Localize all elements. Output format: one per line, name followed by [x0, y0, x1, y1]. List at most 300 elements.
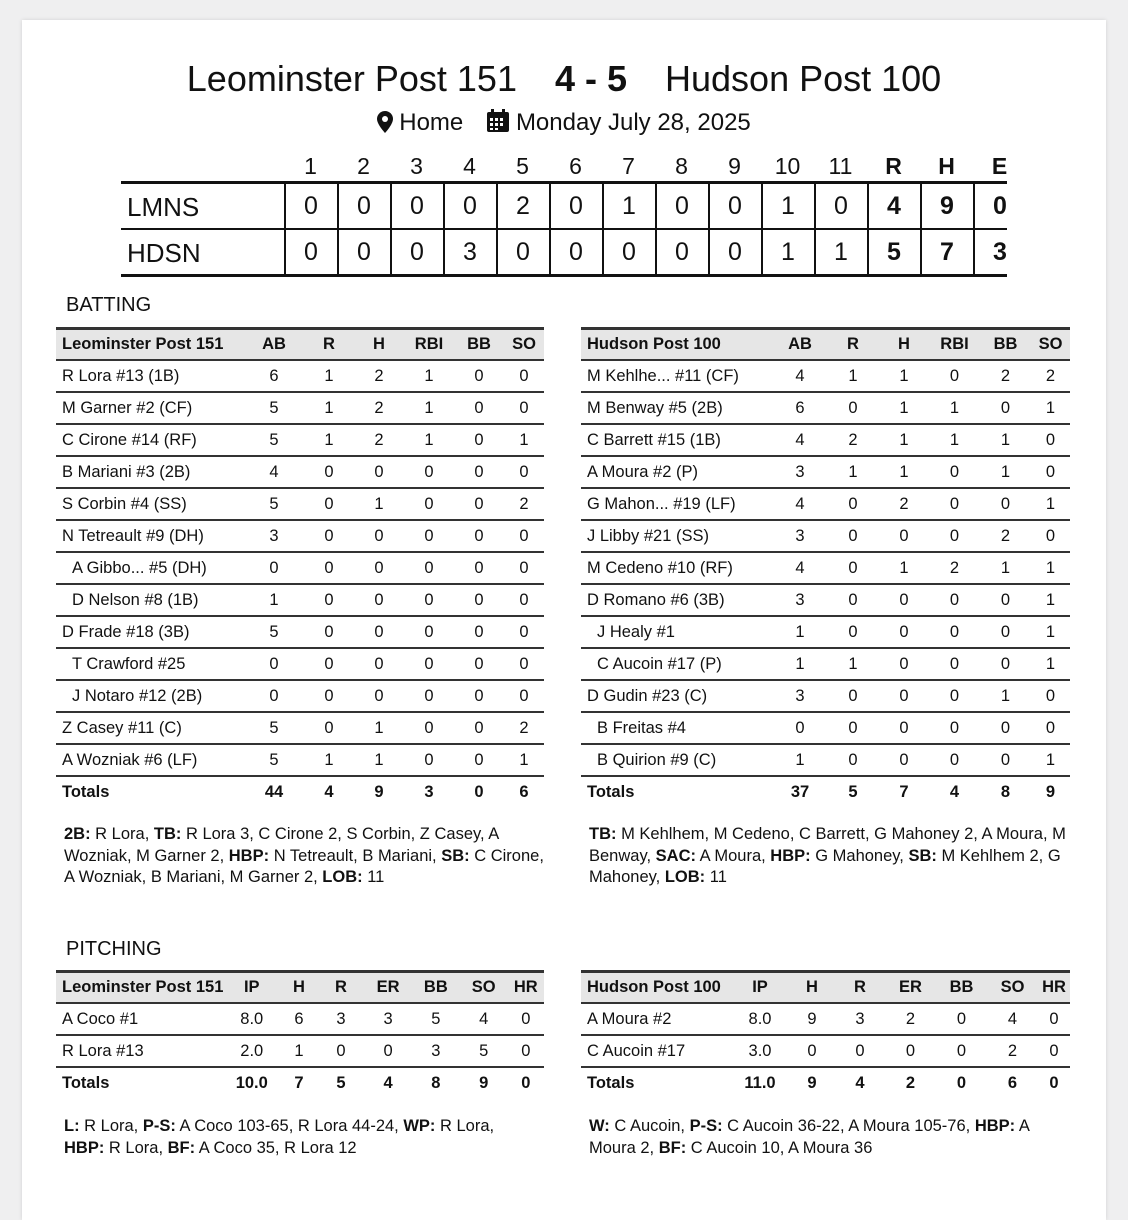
stat-cell: 6	[773, 392, 827, 424]
stat-cell: 2	[504, 712, 544, 744]
location	[377, 109, 463, 137]
player-name: B Mariani #3 (2B)	[56, 456, 244, 488]
stat-cell: 0	[354, 456, 404, 488]
player-row	[56, 456, 544, 488]
stat-cell: 9	[789, 1003, 835, 1035]
linescore-col-header: 5	[516, 153, 529, 179]
note-label: WP:	[403, 1117, 436, 1135]
linescore-cell: 9	[920, 184, 972, 228]
player-name: R Lora #13	[56, 1035, 223, 1067]
stat-cell: 0	[454, 424, 504, 456]
linescore-cell: 0	[549, 230, 601, 274]
stat-cell: 3	[412, 1035, 460, 1067]
stat-column-header: H	[280, 972, 318, 1004]
stat-cell: 3	[835, 1003, 885, 1035]
batting-section-title: BATTING	[66, 294, 152, 316]
stat-cell: 0	[404, 520, 454, 552]
note-label: BF:	[167, 1138, 196, 1157]
linescore-col-header: 4	[463, 153, 476, 179]
linescore-cell: 5	[867, 230, 919, 274]
stat-cell: 1	[929, 424, 980, 456]
linescore-cell: 3	[443, 230, 495, 274]
linescore-cell: 0	[973, 184, 1025, 228]
stat-cell: 1	[1031, 584, 1070, 616]
stat-cell: 3	[773, 456, 827, 488]
stat-cell: 1	[404, 392, 454, 424]
player-row	[581, 1003, 1070, 1035]
total-cell: 0	[936, 1067, 987, 1098]
note-text: C Cirone, A Wozniak, B Mariani, M Garner 2,	[64, 846, 544, 886]
stat-cell: 4	[987, 1003, 1038, 1035]
away-batting-table	[56, 327, 544, 807]
player-name: A Gibbo... #5 (DH)	[56, 552, 244, 584]
note-text: A Coco 35, R Lora 12	[195, 1138, 357, 1157]
total-cell: 0	[454, 776, 504, 807]
stat-cell: 0	[454, 360, 504, 392]
stat-cell: 1	[1031, 488, 1070, 520]
stat-column-header: BB	[412, 972, 460, 1004]
stat-cell: 0	[879, 584, 929, 616]
stat-cell: 0	[929, 680, 980, 712]
total-cell: 8	[412, 1067, 460, 1098]
linescore-col-header: 8	[675, 153, 688, 179]
stat-cell: 1	[773, 744, 827, 776]
stat-column-header: H	[354, 329, 404, 361]
stat-cell: 0	[827, 488, 879, 520]
stat-cell: 0	[980, 616, 1031, 648]
linescore-cell: 0	[390, 184, 442, 228]
player-name: J Notaro #12 (2B)	[56, 680, 244, 712]
stat-cell: 0	[929, 712, 980, 744]
final-score: 4 - 5	[554, 58, 628, 99]
player-row	[581, 648, 1070, 680]
total-cell: 0	[508, 1067, 544, 1098]
player-row	[581, 744, 1070, 776]
stat-cell: 0	[1031, 520, 1070, 552]
stat-column-header: RBI	[404, 329, 454, 361]
stat-cell: 0	[1038, 1003, 1070, 1035]
stat-cell: 4	[460, 1003, 508, 1035]
note-label: 2B:	[64, 825, 91, 843]
stat-column-header: ER	[364, 972, 412, 1004]
stat-cell: 0	[454, 744, 504, 776]
table-team-header: Hudson Post 100	[581, 972, 731, 1004]
stat-cell: 4	[773, 552, 827, 584]
stat-cell: 0	[404, 552, 454, 584]
totals-label: Totals	[581, 1067, 731, 1098]
stat-cell: 0	[454, 488, 504, 520]
linescore-table	[121, 181, 1007, 277]
note-label: P-S:	[689, 1117, 723, 1135]
note-label: BF:	[658, 1138, 687, 1157]
stat-cell: 1	[504, 744, 544, 776]
player-row	[56, 680, 544, 712]
stat-cell: 1	[827, 648, 879, 680]
player-name: T Crawford #25	[56, 648, 244, 680]
player-row	[56, 1003, 544, 1035]
away-pitching-notes	[64, 1116, 534, 1159]
stat-cell: 1	[404, 360, 454, 392]
stat-cell: 0	[980, 712, 1031, 744]
note-text: C Aucoin,	[609, 1117, 690, 1135]
note-text: R Lora,	[79, 1117, 143, 1135]
total-cell: 44	[244, 776, 304, 807]
note-label: SB:	[441, 846, 470, 865]
player-name: D Gudin #23 (C)	[581, 680, 773, 712]
stat-cell: 1	[304, 360, 354, 392]
player-name: M Benway #5 (2B)	[581, 392, 773, 424]
total-cell: 5	[827, 776, 879, 807]
note-text: C Aucoin 10, A Moura 36	[686, 1138, 873, 1157]
stat-cell: 1	[879, 360, 929, 392]
player-row	[581, 680, 1070, 712]
stat-column-header: SO	[504, 329, 544, 361]
stat-cell: 0	[1038, 1035, 1070, 1067]
player-name: J Libby #21 (SS)	[581, 520, 773, 552]
total-cell: 7	[879, 776, 929, 807]
stat-cell: 6	[244, 360, 304, 392]
linescore-cell: 0	[337, 230, 389, 274]
stat-cell: 0	[879, 744, 929, 776]
stat-cell: 2	[1031, 360, 1070, 392]
stat-cell: 1	[304, 424, 354, 456]
player-row	[581, 424, 1070, 456]
stat-cell: 0	[404, 744, 454, 776]
player-row	[581, 584, 1070, 616]
linescore-col-header: 6	[569, 153, 582, 179]
stat-cell: 0	[835, 1035, 885, 1067]
linescore-cell: 1	[602, 184, 654, 228]
stat-cell: 3.0	[731, 1035, 789, 1067]
linescore-cell: 0	[496, 230, 548, 274]
stat-column-header: H	[879, 329, 929, 361]
player-name: S Corbin #4 (SS)	[56, 488, 244, 520]
linescore-cell: 0	[284, 230, 336, 274]
totals-label: Totals	[581, 776, 773, 807]
linescore-cell: 4	[867, 184, 919, 228]
note-text: C Aucoin 36-22, A Moura 105-76,	[722, 1117, 975, 1135]
stat-cell: 1	[280, 1035, 318, 1067]
stat-cell: 1	[504, 424, 544, 456]
note-label: P-S:	[142, 1117, 176, 1135]
stat-cell: 0	[929, 456, 980, 488]
game-date	[486, 109, 751, 137]
note-text: N Tetreault, B Mariani,	[269, 846, 442, 865]
total-cell: 2	[885, 1067, 936, 1098]
stat-cell: 1	[827, 360, 879, 392]
stat-cell: 0	[929, 648, 980, 680]
stat-cell: 0	[404, 584, 454, 616]
stat-cell: 1	[773, 616, 827, 648]
stat-cell: 0	[1031, 424, 1070, 456]
stat-cell: 3	[773, 520, 827, 552]
note-text: R Lora,	[104, 1138, 168, 1157]
note-label: L:	[64, 1117, 80, 1135]
total-cell: 37	[773, 776, 827, 807]
stat-cell: 0	[404, 488, 454, 520]
stat-cell: 5	[244, 712, 304, 744]
table-team-header: Hudson Post 100	[581, 329, 773, 361]
linescore-col-header: 7	[622, 153, 635, 179]
player-row	[581, 456, 1070, 488]
stat-cell: 0	[504, 360, 544, 392]
stat-cell: 0	[789, 1035, 835, 1067]
note-label: HBP:	[64, 1138, 105, 1157]
stat-cell: 1	[1031, 392, 1070, 424]
stat-cell: 0	[404, 456, 454, 488]
linescore-cell: 0	[337, 184, 389, 228]
stat-cell: 0	[929, 520, 980, 552]
linescore-col-header: E	[991, 153, 1008, 179]
stat-cell: 0	[244, 648, 304, 680]
stat-cell: 0	[827, 616, 879, 648]
note-text: R Lora 3, C Cirone 2, S Corbin, Z Casey, A Wozniak, M Garner 2,	[64, 825, 499, 865]
note-label: LOB:	[322, 868, 363, 886]
total-cell: 9	[460, 1067, 508, 1098]
player-name: D Nelson #8 (1B)	[56, 584, 244, 616]
stat-column-header: AB	[244, 329, 304, 361]
stat-cell: 5	[244, 488, 304, 520]
stat-cell: 0	[827, 520, 879, 552]
linescore-cell: 2	[496, 184, 548, 228]
stat-cell: 0	[504, 392, 544, 424]
stat-cell: 0	[936, 1035, 987, 1067]
player-name: C Barrett #15 (1B)	[581, 424, 773, 456]
stat-cell: 0	[980, 648, 1031, 680]
stat-cell: 0	[879, 648, 929, 680]
linescore-cell: 3	[973, 230, 1025, 274]
linescore-cell: 1	[761, 184, 813, 228]
stat-cell: 5	[244, 392, 304, 424]
stat-cell: 5	[412, 1003, 460, 1035]
stat-cell: 2	[885, 1003, 936, 1035]
stat-cell: 0	[885, 1035, 936, 1067]
stat-cell: 1	[354, 744, 404, 776]
note-label: LOB:	[664, 868, 706, 886]
note-label: W:	[589, 1117, 610, 1135]
stat-cell: 0	[879, 616, 929, 648]
player-name: A Wozniak #6 (LF)	[56, 744, 244, 776]
total-cell: 3	[404, 776, 454, 807]
stat-column-header: H	[789, 972, 835, 1004]
stat-cell: 0	[508, 1035, 544, 1067]
note-text: M Kehlhem 2, G Mahoney,	[589, 846, 1061, 886]
player-row	[56, 552, 544, 584]
stat-cell: 0	[304, 552, 354, 584]
stat-cell: 2	[879, 488, 929, 520]
stat-cell: 0	[827, 680, 879, 712]
linescore-cell: 1	[761, 230, 813, 274]
stat-cell: 2	[980, 360, 1031, 392]
stat-cell: 2	[354, 360, 404, 392]
player-row	[581, 360, 1070, 392]
stat-cell: 0	[354, 680, 404, 712]
note-label: SAC:	[655, 846, 696, 865]
total-cell: 4	[364, 1067, 412, 1098]
stat-cell: 0	[354, 616, 404, 648]
stat-cell: 3	[244, 520, 304, 552]
total-cell: 7	[280, 1067, 318, 1098]
stat-column-header: SO	[987, 972, 1038, 1004]
stat-cell: 0	[304, 616, 354, 648]
linescore-col-header: 2	[357, 153, 370, 179]
stat-column-header: ER	[885, 972, 936, 1004]
stat-cell: 0	[504, 584, 544, 616]
totals-row	[581, 1067, 1070, 1098]
player-row	[581, 1035, 1070, 1067]
stat-cell: 4	[773, 424, 827, 456]
stat-cell: 0	[773, 712, 827, 744]
note-text: A Moura 2,	[589, 1117, 1029, 1157]
table-team-header: Leominster Post 151	[56, 972, 223, 1004]
stat-column-header: BB	[980, 329, 1031, 361]
stat-cell: 0	[980, 744, 1031, 776]
total-cell: 4	[835, 1067, 885, 1098]
stat-column-header: AB	[773, 329, 827, 361]
player-row	[56, 744, 544, 776]
stat-cell: 0	[404, 648, 454, 680]
stat-cell: 0	[404, 680, 454, 712]
player-row	[581, 712, 1070, 744]
stat-cell: 0	[929, 488, 980, 520]
total-cell: 6	[987, 1067, 1038, 1098]
away-team-name: Leominster Post 151	[186, 58, 517, 99]
stat-cell: 1	[1031, 616, 1070, 648]
stat-cell: 0	[929, 616, 980, 648]
player-name: M Kehlhe... #11 (CF)	[581, 360, 773, 392]
stat-cell: 0	[454, 456, 504, 488]
player-row	[56, 520, 544, 552]
stat-cell: 3	[364, 1003, 412, 1035]
player-name: N Tetreault #9 (DH)	[56, 520, 244, 552]
stat-column-header: SO	[460, 972, 508, 1004]
stat-cell: 2	[980, 520, 1031, 552]
stat-cell: 5	[460, 1035, 508, 1067]
linescore-col-header: 1	[304, 153, 317, 179]
away-batting-notes	[64, 824, 554, 889]
player-name: C Aucoin #17	[581, 1035, 731, 1067]
stat-cell: 1	[980, 456, 1031, 488]
linescore-col-header: 9	[728, 153, 741, 179]
linescore-cell: 0	[814, 184, 866, 228]
stat-cell: 1	[980, 680, 1031, 712]
stat-column-header: HR	[1038, 972, 1070, 1004]
stat-cell: 0	[304, 648, 354, 680]
player-name: B Freitas #4	[581, 712, 773, 744]
stat-cell: 0	[827, 584, 879, 616]
stat-cell: 0	[504, 520, 544, 552]
player-name: D Romano #6 (3B)	[581, 584, 773, 616]
stat-cell: 1	[929, 392, 980, 424]
stat-cell: 1	[879, 424, 929, 456]
stat-cell: 3	[773, 584, 827, 616]
player-name: Z Casey #11 (C)	[56, 712, 244, 744]
note-label: HBP:	[228, 846, 270, 865]
stat-cell: 0	[454, 520, 504, 552]
player-row	[56, 616, 544, 648]
stat-cell: 0	[879, 712, 929, 744]
stat-column-header: R	[318, 972, 364, 1004]
map-pin-icon	[377, 111, 393, 133]
game-meta	[22, 108, 1106, 137]
home-pitching-table	[581, 970, 1070, 1098]
stat-cell: 0	[454, 680, 504, 712]
stat-cell: 0	[827, 392, 879, 424]
stat-cell: 2	[504, 488, 544, 520]
player-row	[56, 584, 544, 616]
stat-cell: 2	[987, 1035, 1038, 1067]
stat-cell: 0	[304, 584, 354, 616]
linescore-cell: 1	[814, 230, 866, 274]
note-text: R Lora,	[90, 825, 154, 843]
stat-cell: 0	[929, 360, 980, 392]
stat-cell: 0	[354, 520, 404, 552]
stat-cell: 0	[354, 552, 404, 584]
stat-column-header: HR	[508, 972, 544, 1004]
player-row	[56, 648, 544, 680]
stat-cell: 2	[354, 392, 404, 424]
stat-cell: 0	[454, 648, 504, 680]
stat-cell: 0	[1031, 712, 1070, 744]
linescore-cell: 0	[708, 184, 760, 228]
stat-cell: 0	[454, 392, 504, 424]
linescore-col-header: 11	[828, 153, 853, 179]
player-name: C Aucoin #17 (P)	[581, 648, 773, 680]
stat-cell: 2	[929, 552, 980, 584]
player-name: B Quirion #9 (C)	[581, 744, 773, 776]
boxscore-page	[22, 20, 1106, 1220]
stat-cell: 0	[929, 744, 980, 776]
stat-cell: 0	[879, 520, 929, 552]
stat-cell: 0	[508, 1003, 544, 1035]
stat-cell: 1	[304, 744, 354, 776]
player-row	[56, 488, 544, 520]
stat-cell: 4	[244, 456, 304, 488]
stat-cell: 0	[504, 680, 544, 712]
note-text: A Moura,	[696, 846, 771, 865]
stat-cell: 3	[773, 680, 827, 712]
player-name: M Garner #2 (CF)	[56, 392, 244, 424]
stat-column-header: R	[835, 972, 885, 1004]
total-cell: 5	[318, 1067, 364, 1098]
total-cell: 6	[504, 776, 544, 807]
stat-cell: 5	[244, 744, 304, 776]
linescore-cell: 0	[549, 184, 601, 228]
pitching-section-title: PITCHING	[66, 938, 162, 960]
linescore-cell: 0	[655, 184, 707, 228]
stat-cell: 0	[936, 1003, 987, 1035]
stat-cell: 0	[879, 680, 929, 712]
note-label: SB:	[908, 846, 937, 865]
note-label: TB:	[589, 825, 617, 843]
linescore-col-header: 3	[410, 153, 423, 179]
linescore-row	[121, 228, 1007, 274]
stat-cell: 4	[773, 360, 827, 392]
stat-cell: 0	[454, 712, 504, 744]
stat-cell: 0	[504, 456, 544, 488]
home-team-name: Hudson Post 100	[665, 58, 942, 99]
stat-cell: 0	[929, 584, 980, 616]
stat-cell: 0	[454, 616, 504, 648]
stat-cell: 1	[354, 488, 404, 520]
stat-cell: 6	[280, 1003, 318, 1035]
stat-cell: 0	[304, 488, 354, 520]
stat-cell: 1	[773, 648, 827, 680]
linescore-row	[121, 184, 1007, 228]
stat-cell: 0	[404, 712, 454, 744]
total-cell: 8	[980, 776, 1031, 807]
stat-column-header: BB	[936, 972, 987, 1004]
